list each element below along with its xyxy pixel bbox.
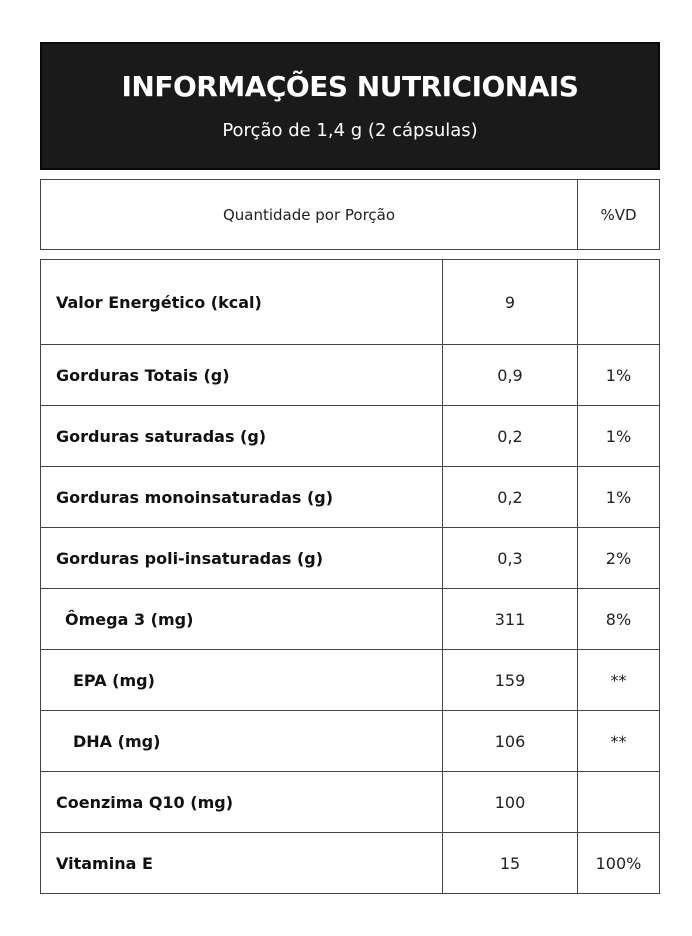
nutrient-daily-value bbox=[578, 260, 659, 344]
daily-value-header: %VD bbox=[600, 205, 637, 224]
nutrient-quantity: 106 bbox=[443, 711, 578, 771]
nutrient-quantity: 0,2 bbox=[443, 467, 578, 527]
nutrient-daily-value bbox=[578, 772, 659, 832]
title-banner bbox=[40, 42, 660, 170]
nutrient-quantity: 9 bbox=[443, 260, 578, 344]
nutrition-table bbox=[40, 259, 660, 894]
nutrient-label: Coenzima Q10 (mg) bbox=[41, 772, 443, 832]
nutrient-quantity: 0,9 bbox=[443, 345, 578, 405]
nutrient-label: Gorduras saturadas (g) bbox=[41, 406, 443, 466]
nutrient-label: Gorduras Totais (g) bbox=[41, 345, 443, 405]
nutrient-daily-value: 1% bbox=[605, 365, 632, 385]
nutrient-quantity: 0,3 bbox=[443, 528, 578, 588]
nutrient-quantity: 159 bbox=[443, 650, 578, 710]
nutrient-daily-value: 2% bbox=[605, 548, 632, 568]
nutrient-daily-value: ** bbox=[610, 670, 627, 690]
table-row-omega-3 bbox=[41, 588, 659, 649]
table-row-saturated-fat bbox=[41, 405, 659, 466]
quantity-per-serving-header: Quantidade por Porção bbox=[41, 180, 578, 249]
nutrient-quantity: 311 bbox=[443, 589, 578, 649]
nutrient-quantity: 15 bbox=[443, 833, 578, 893]
nutrient-label: Ômega 3 (mg) bbox=[41, 589, 443, 649]
nutrient-daily-value: 100% bbox=[595, 853, 642, 873]
column-header-table bbox=[40, 179, 660, 250]
nutrient-label: DHA (mg) bbox=[41, 711, 443, 771]
table-row-total-fat bbox=[41, 344, 659, 405]
nutrient-label: Valor Energético (kcal) bbox=[41, 260, 443, 344]
nutrient-label: Gorduras poli-insaturadas (g) bbox=[41, 528, 443, 588]
table-row-vitamin-e bbox=[41, 832, 659, 893]
nutrient-label: Gorduras monoinsaturadas (g) bbox=[41, 467, 443, 527]
table-row-monounsaturated-fat bbox=[41, 466, 659, 527]
nutrient-quantity: 0,2 bbox=[443, 406, 578, 466]
nutrient-daily-value: ** bbox=[610, 731, 627, 751]
table-row-dha bbox=[41, 710, 659, 771]
nutrient-daily-value: 8% bbox=[605, 609, 632, 629]
nutrient-quantity: 100 bbox=[443, 772, 578, 832]
table-row-coenzyme-q10 bbox=[41, 771, 659, 832]
nutrient-daily-value: 1% bbox=[605, 487, 632, 507]
table-row-epa bbox=[41, 649, 659, 710]
nutrient-label: EPA (mg) bbox=[41, 650, 443, 710]
nutrient-label: Vitamina E bbox=[41, 833, 443, 893]
serving-size-subtitle: Porção de 1,4 g (2 cápsulas) bbox=[222, 120, 478, 141]
table-row-energy bbox=[41, 260, 659, 344]
page-title: INFORMAÇÕES NUTRICIONAIS bbox=[121, 70, 579, 103]
nutrient-daily-value: 1% bbox=[605, 426, 632, 446]
table-row-polyunsaturated-fat bbox=[41, 527, 659, 588]
